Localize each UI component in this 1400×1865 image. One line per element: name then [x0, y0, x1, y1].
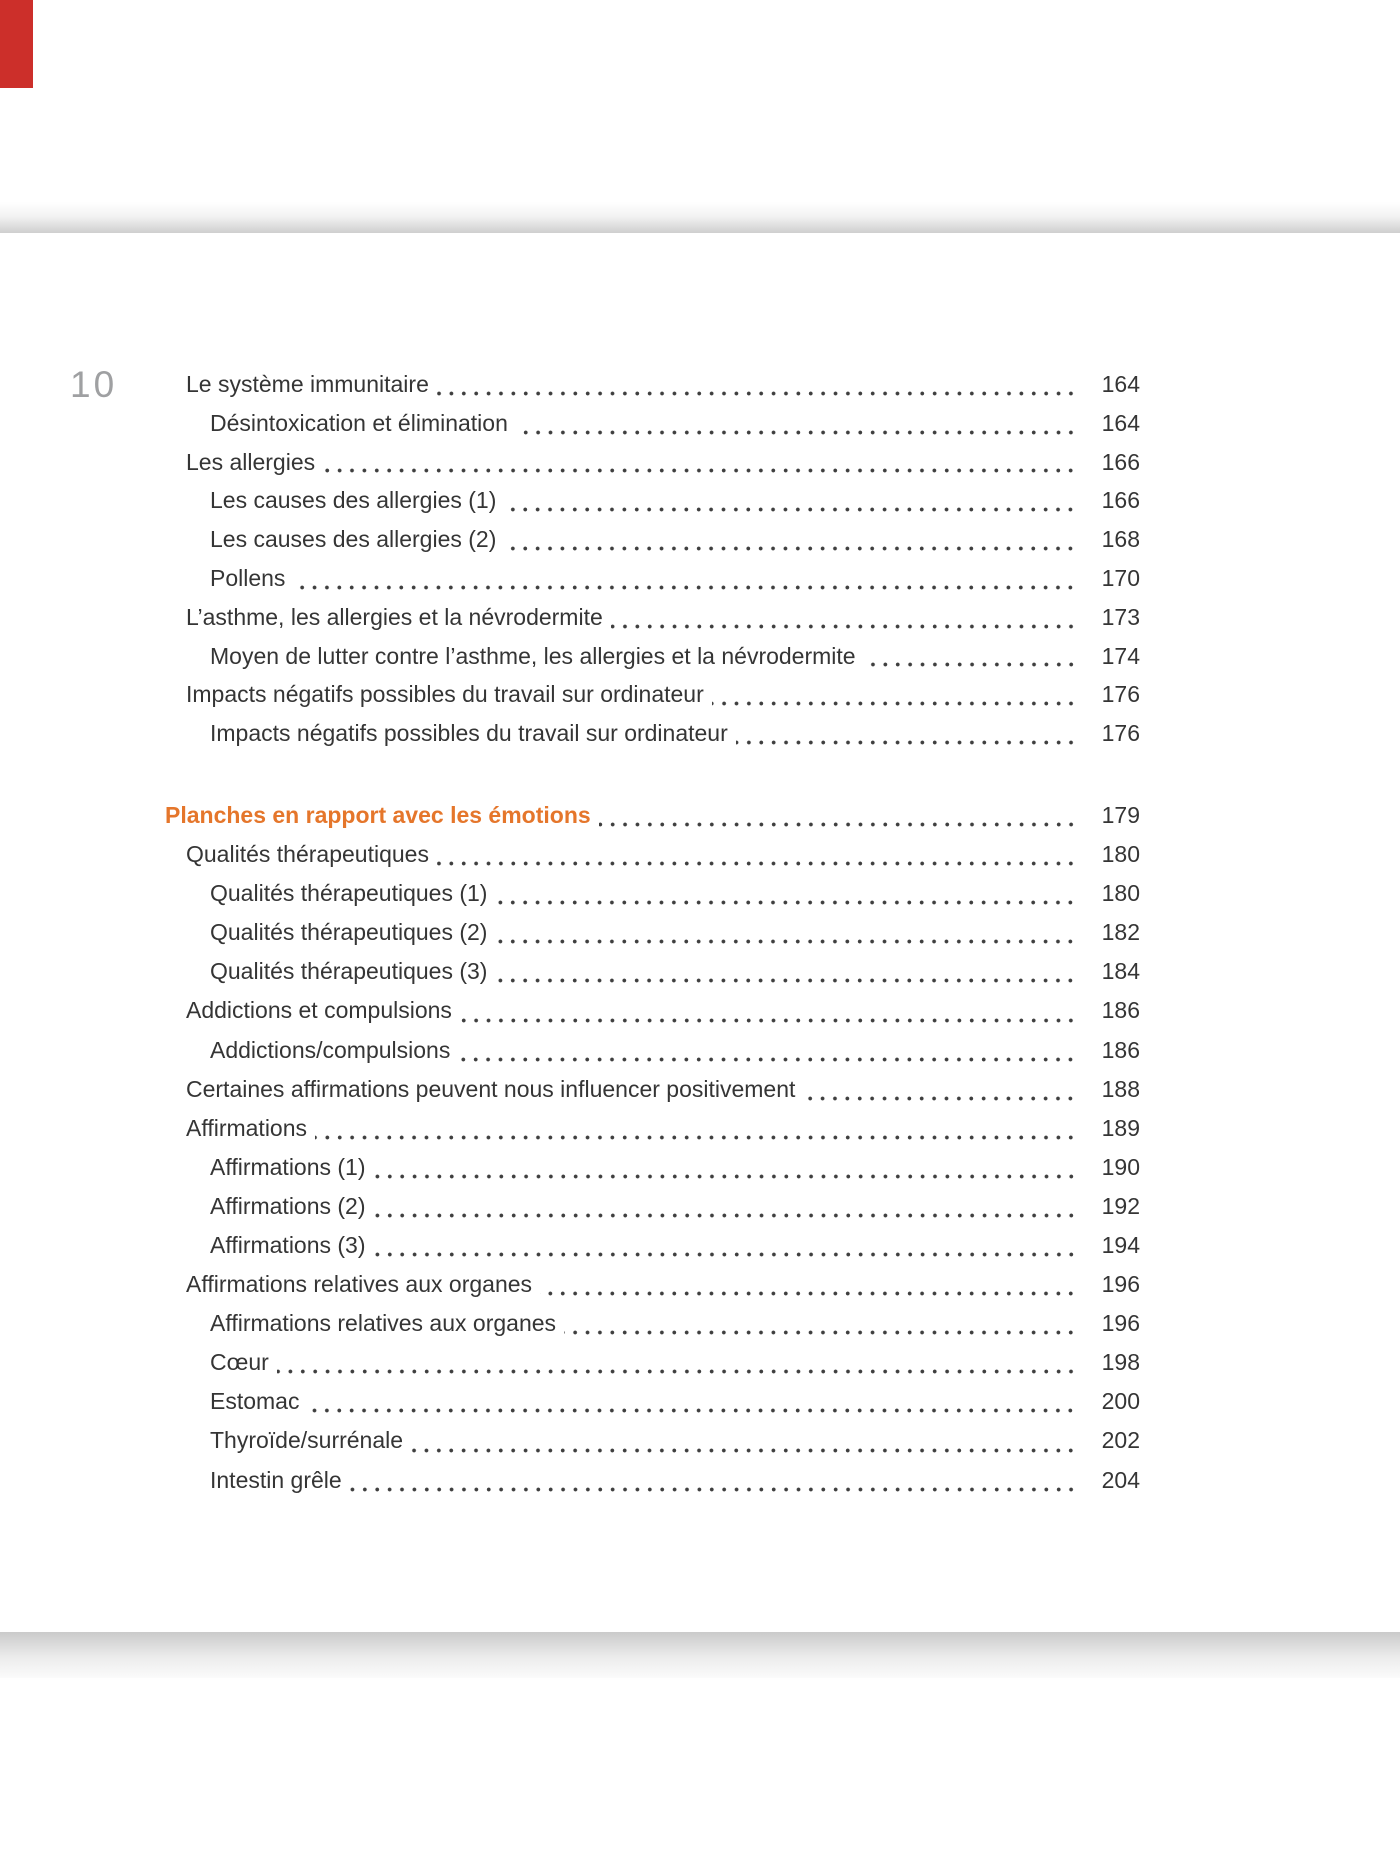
toc-entry — [165, 1461, 1140, 1500]
toc-entry — [165, 1070, 1140, 1109]
dot-leader — [803, 1070, 1077, 1109]
toc-entry-label: Affirmations relatives aux organes — [186, 1271, 533, 1298]
dot-leader — [599, 796, 1077, 835]
toc-entry — [165, 404, 1140, 443]
dot-leader — [350, 1461, 1077, 1500]
toc-section-heading — [165, 796, 1140, 835]
toc-entry — [165, 598, 1140, 637]
toc-entry — [165, 520, 1140, 559]
dot-leader — [495, 952, 1077, 991]
dot-leader — [516, 404, 1077, 443]
toc-entry-label: Les allergies — [186, 448, 316, 475]
dot-leader — [458, 1031, 1077, 1070]
toc-entry — [165, 991, 1140, 1030]
toc-entry — [165, 913, 1140, 952]
page-bottom-edge-shadow — [0, 1632, 1400, 1678]
toc-entry-label: Pollens — [210, 564, 286, 591]
toc-entry — [165, 443, 1140, 482]
toc-entry-label: Les causes des allergies (2) — [210, 526, 497, 553]
toc-entry-label: Estomac — [210, 1388, 300, 1415]
toc-entry-page: 184 — [1101, 958, 1140, 985]
toc-entry-page: 190 — [1101, 1153, 1140, 1180]
toc — [165, 365, 1140, 1500]
toc-entry-page: 176 — [1101, 681, 1140, 708]
toc-entry-label: Qualités thérapeutiques (1) — [210, 880, 488, 907]
toc-entry — [165, 1304, 1140, 1343]
dot-leader — [495, 913, 1077, 952]
toc-entry-label: Affirmations (2) — [210, 1192, 366, 1219]
toc-entry — [165, 1031, 1140, 1070]
toc-entry — [165, 835, 1140, 874]
toc-entry — [165, 1187, 1140, 1226]
toc-entry-label: Les causes des allergies (1) — [210, 487, 497, 514]
dot-leader — [437, 835, 1077, 874]
toc-entry-page: 192 — [1101, 1192, 1140, 1219]
toc-entry — [165, 714, 1140, 753]
dot-leader — [411, 1421, 1077, 1460]
toc-entry-label: Affirmations — [186, 1114, 308, 1141]
toc-group — [165, 365, 1140, 753]
toc-entry-page: 180 — [1101, 841, 1140, 868]
dot-leader — [315, 1109, 1077, 1148]
toc-entry-label: Le système immunitaire — [186, 371, 429, 397]
toc-entry — [165, 874, 1140, 913]
toc-entry-page: 186 — [1101, 1036, 1140, 1063]
toc-entry-label: Planches en rapport avec les émotions — [165, 801, 591, 828]
dot-leader — [293, 559, 1077, 598]
toc-entry-label: Addictions/compulsions — [210, 1036, 451, 1063]
toc-entry-page: 164 — [1101, 409, 1140, 436]
toc-entry — [165, 1343, 1140, 1382]
dot-leader — [460, 991, 1077, 1030]
toc-entry-page: 168 — [1101, 526, 1140, 553]
toc-entry — [165, 365, 1140, 404]
toc-entry-page: 180 — [1101, 880, 1140, 907]
toc-entry — [165, 559, 1140, 598]
toc-entry-page: 176 — [1101, 720, 1140, 747]
toc-entry-page: 204 — [1101, 1466, 1140, 1493]
page-number-folio: 10 — [70, 364, 118, 405]
toc-entry — [165, 1226, 1140, 1265]
dot-leader — [277, 1343, 1077, 1382]
toc-entry-page: 170 — [1101, 564, 1140, 591]
toc-entry-label: Qualités thérapeutiques — [186, 841, 429, 868]
dot-leader — [495, 874, 1077, 913]
toc-entry-page: 164 — [1101, 371, 1140, 397]
toc-entry-page: 182 — [1101, 919, 1140, 946]
dot-leader — [374, 1187, 1077, 1226]
toc-entry-page: 166 — [1101, 448, 1140, 475]
toc-entry-page: 173 — [1101, 603, 1140, 630]
toc-entry — [165, 481, 1140, 520]
toc-entry-label: Affirmations relatives aux organes — [210, 1310, 557, 1337]
toc-entry-label: Moyen de lutter contre l’asthme, les allergies et la névrodermite — [210, 642, 856, 669]
dot-leader — [307, 1382, 1077, 1421]
dot-leader — [712, 675, 1077, 714]
toc-entry-label: Affirmations (3) — [210, 1232, 366, 1258]
dot-leader — [504, 481, 1077, 520]
toc-entry — [165, 1148, 1140, 1187]
dot-leader — [736, 714, 1077, 753]
toc-entry-page: 166 — [1101, 487, 1140, 514]
toc-entry-label: Qualités thérapeutiques (2) — [210, 919, 488, 946]
dot-leader — [611, 598, 1077, 637]
toc-entry-page: 179 — [1101, 801, 1140, 828]
dot-leader — [564, 1304, 1077, 1343]
dot-leader — [504, 520, 1077, 559]
toc-entry-label: Qualités thérapeutiques (3) — [210, 958, 488, 985]
toc-entry — [165, 1265, 1140, 1304]
toc-entry-label: Addictions et compulsions — [186, 997, 452, 1024]
toc-entry — [165, 1109, 1140, 1148]
page-top-edge-shadow — [0, 202, 1400, 233]
toc-entry-page: 194 — [1101, 1232, 1140, 1258]
dot-leader — [323, 443, 1077, 482]
red-tab-marker — [0, 0, 33, 88]
dot-leader — [864, 637, 1077, 676]
toc-entry-label: Désintoxication et élimination — [210, 409, 508, 436]
toc-entry-page: 196 — [1101, 1271, 1140, 1298]
toc-entry-page: 202 — [1101, 1427, 1140, 1454]
dot-leader — [540, 1265, 1077, 1304]
toc-entry-label: Affirmations (1) — [210, 1153, 366, 1180]
dot-leader — [374, 1226, 1077, 1265]
toc-entry — [165, 1382, 1140, 1421]
toc-entry-page: 174 — [1101, 642, 1140, 669]
toc-entry-page: 200 — [1101, 1388, 1140, 1415]
toc-entry-label: Impacts négatifs possibles du travail sur ordinateur — [186, 681, 704, 708]
toc-entry-page: 189 — [1101, 1114, 1140, 1141]
toc-entry-label: Impacts négatifs possibles du travail sur ordinateur — [210, 720, 728, 747]
toc-entry-label: Thyroïde/surrénale — [210, 1427, 404, 1454]
toc-entry-label: Certaines affirmations peuvent nous influencer positivement — [186, 1075, 796, 1102]
toc-entry-label: L’asthme, les allergies et la névrodermite — [186, 603, 603, 630]
toc-entry-page: 188 — [1101, 1075, 1140, 1102]
toc-group — [165, 796, 1140, 1500]
toc-entry — [165, 952, 1140, 991]
dot-leader — [374, 1148, 1077, 1187]
toc-entry — [165, 675, 1140, 714]
toc-entry — [165, 1421, 1140, 1460]
toc-entry-label: Intestin grêle — [210, 1466, 342, 1493]
toc-entry-page: 186 — [1101, 997, 1140, 1024]
toc-entry-page: 196 — [1101, 1310, 1140, 1337]
toc-entry-page: 198 — [1101, 1349, 1140, 1376]
toc-entry-label: Cœur — [210, 1349, 269, 1376]
toc-entry — [165, 637, 1140, 676]
dot-leader — [437, 365, 1077, 404]
